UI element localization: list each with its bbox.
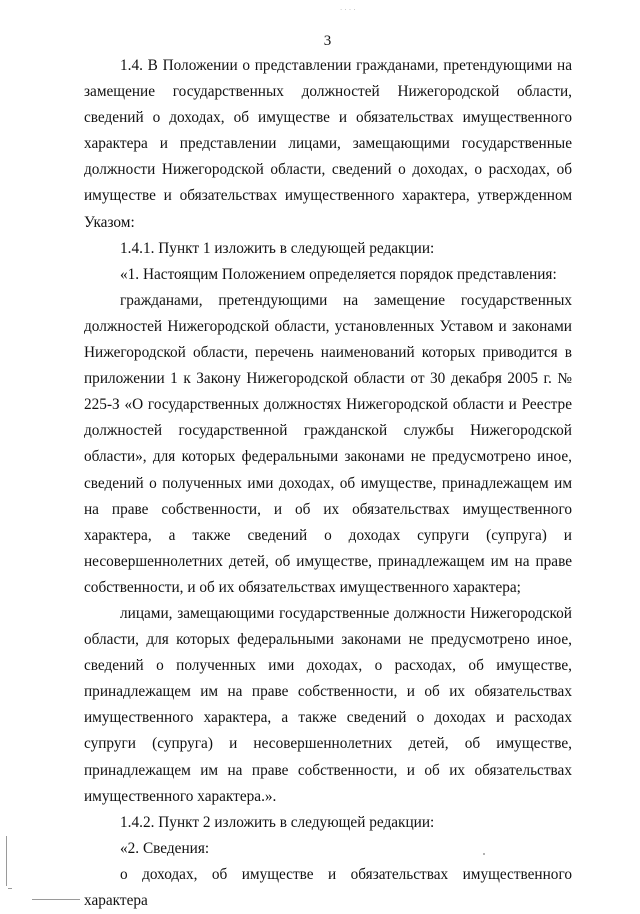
scan-artifact-dots: · · · · (340, 6, 356, 14)
scan-edge-dash (32, 899, 80, 900)
paragraph-point-1: «1. Настоящим Положением определяется порядок представления: (120, 265, 557, 283)
page-number: 3 (323, 33, 332, 49)
paragraph-officials: лицами, замещающими государственные должности Нижегородской области, для которых федеральными законами не предусмотрено иное, сведений о полученных ими доходах, о расходах, об имуществе, принадлежащем им на праве собственности, и об их обязательствах имущественного характера, а также сведений о доходах и расходах супруги (супруга) и несовершеннолетних детей, об имуществе, принадлежащем им на праве собственности, и об их обязательствах имущественного характера.». (84, 604, 572, 805)
scan-speck (483, 853, 485, 855)
paragraph-income: о доходах, об имуществе и обязательствах имущественного характера (84, 865, 572, 909)
paragraph-1-4-1: 1.4.1. Пункт 1 изложить в следующей редакции: (120, 239, 435, 257)
scan-edge-line-bottom (8, 888, 12, 889)
paragraph-point-2: «2. Сведения: (120, 839, 210, 857)
scan-edge-line (6, 836, 7, 886)
paragraph-1-4-2: 1.4.2. Пункт 2 изложить в следующей редакции: (120, 813, 435, 831)
document-body (84, 53, 572, 914)
paragraph-citizens: гражданами, претендующими на замещение государственных должностей Нижегородской области, установленных Уставом и законами Нижегородской области, перечень наименований которых приводится в приложении 1 к Закону Нижегородской области от 30 декабря 2005 г. № 225-З «О государственных должностях Нижегородской области и Реестре должностей государственной гражданской службы Нижегородской области», для которых федеральными законами не предусмотрено иное, сведений о полученных ими доходах, об имуществе, принадлежащем им на праве собственности, и об их обязательствах имущественного характера, а также сведений о доходах супруги (супруга) и несовершеннолетних детей, об имуществе, принадлежащем им на праве собственности, и об их обязательствах имущественного характера; (84, 291, 572, 596)
paragraph-1-4: 1.4. В Положении о представлении гражданами, претендующими на замещение государственных должностей Нижегородской области, сведений о доходах, об имуществе и обязательствах имущественного характера и представлении лицами, замещающими государственные должности Нижегородской области, сведений о доходах, о расходах, об имуществе и обязательствах имущественного характера, утвержденном Указом: (84, 57, 572, 231)
